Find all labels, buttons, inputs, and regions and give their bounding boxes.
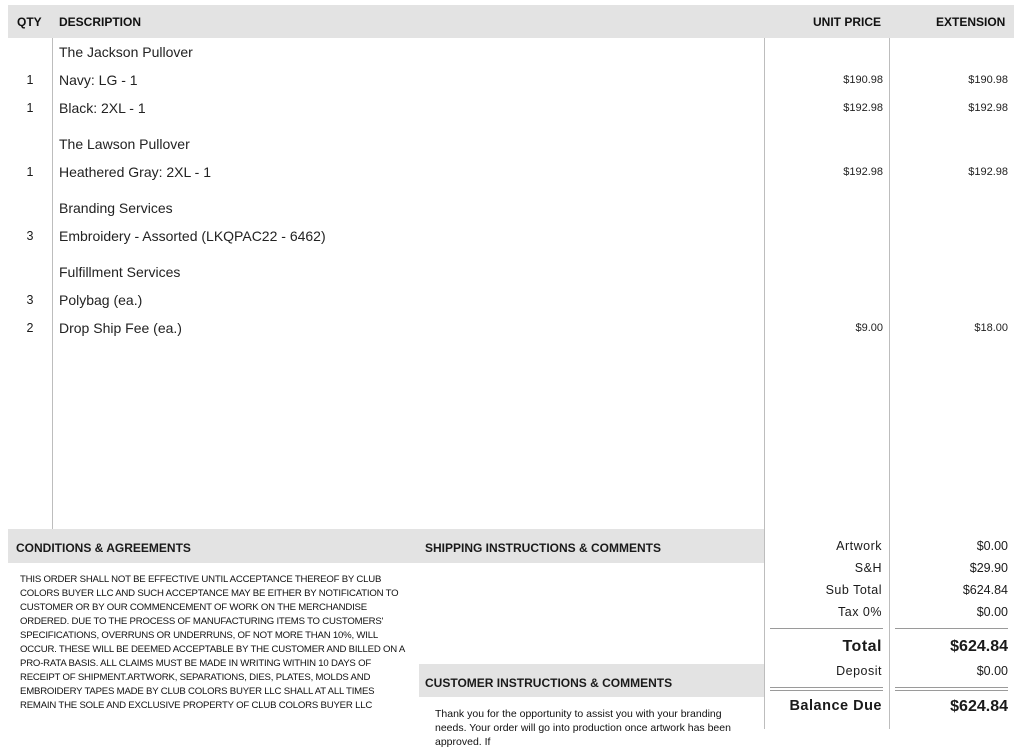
column-divider-qty <box>52 38 53 529</box>
header-unit-price: UNIT PRICE <box>813 15 882 29</box>
customer-header <box>419 664 764 697</box>
row-description: Branding Services <box>59 200 173 216</box>
row-unit-price: $192.98 <box>843 166 883 178</box>
shipping-header <box>417 529 764 563</box>
subtotal-label: Sub Total <box>825 583 882 597</box>
balance-label: Balance Due <box>789 698 882 714</box>
column-divider-description <box>764 38 765 729</box>
row-qty: 1 <box>26 101 34 115</box>
row-qty: 3 <box>26 229 34 243</box>
balance-rule <box>895 687 1008 691</box>
conditions-text: THIS ORDER SHALL NOT BE EFFECTIVE UNTIL ACCEPTANCE THEREOF BY CLUB COLORS BUYER LLC AND SUCH ACCEPTANCE MAY BE EITHER BY NOTIFICATION TO CUSTOMER OR BY OUR COMMENCEMENT OF WORK ON THE MERCHANDISE ORDERED. DUE TO THE PROCESS OF MANUFACTURING ITEMS TO CUSTOMERS' SPECIFICATIONS, OVERRUNS OR UNDERRUNS, OF NOT MORE THAN 10%, WILL OCCUR. THESE WILL BE DEEMED ACCEPTABLE BY THE CUSTOMER AND BILLED ON A PRO-RATA BASIS. ALL CLAIMS MUST BE MADE IN WRITING WITHIN 10 DAYS OF RECEIPT OF SHIPMENT.ARTWORK, SEPARATIONS, DIES, PLATES, MOLDS AND EMBROIDERY TAPES MADE BY CLUB COLORS BUYER LLC SHALL AT ALL TIMES REMAIN THE SOLE AND EXCLUSIVE PROPERTY OF CLUB COLORS BUYER LLC <box>20 574 405 711</box>
customer-text: Thank you for the opportunity to assist you with your branding needs. Your order will go into production once artwork has been approved. If <box>435 708 731 748</box>
row-unit-price: $9.00 <box>855 322 883 334</box>
deposit-label: Deposit <box>836 664 882 678</box>
conditions-header <box>8 529 417 563</box>
artwork-value: $0.00 <box>976 539 1008 553</box>
row-qty: 1 <box>26 73 34 87</box>
row-description: Embroidery - Assorted (LKQPAC22 - 6462) <box>59 228 326 244</box>
tax-label: Tax 0% <box>838 605 882 619</box>
row-description: Drop Ship Fee (ea.) <box>59 320 182 336</box>
row-description: Fulfillment Services <box>59 264 181 280</box>
header-description: DESCRIPTION <box>59 15 142 29</box>
subtotal-value: $624.84 <box>962 583 1008 597</box>
header-extension: EXTENSION <box>936 15 1006 29</box>
row-description: Black: 2XL - 1 <box>59 100 146 116</box>
sh-value: $29.90 <box>969 561 1008 575</box>
total-value: $624.84 <box>950 638 1008 655</box>
row-qty: 2 <box>26 321 34 335</box>
row-description: Polybag (ea.) <box>59 292 143 308</box>
row-unit-price: $192.98 <box>843 102 883 114</box>
tax-value: $0.00 <box>976 605 1008 619</box>
row-qty: 1 <box>26 165 34 179</box>
conditions-title: CONDITIONS & AGREEMENTS <box>16 541 191 555</box>
row-extension: $18.00 <box>974 322 1008 334</box>
column-divider-unit-price <box>889 38 890 729</box>
customer-title: CUSTOMER INSTRUCTIONS & COMMENTS <box>425 676 673 690</box>
row-description: The Lawson Pullover <box>59 136 190 152</box>
total-label: Total <box>842 638 882 655</box>
row-extension: $192.98 <box>968 166 1008 178</box>
row-description: Navy: LG - 1 <box>59 72 138 88</box>
row-description: The Jackson Pullover <box>59 44 193 60</box>
deposit-value: $0.00 <box>976 664 1008 678</box>
artwork-label: Artwork <box>836 539 882 553</box>
shipping-title: SHIPPING INSTRUCTIONS & COMMENTS <box>425 541 662 555</box>
row-unit-price: $190.98 <box>843 74 883 86</box>
total-rule <box>895 628 1008 629</box>
row-qty: 3 <box>26 293 34 307</box>
table-header <box>8 5 1014 38</box>
row-extension: $190.98 <box>968 74 1008 86</box>
header-qty: QTY <box>17 15 42 29</box>
balance-value: $624.84 <box>950 698 1008 715</box>
sh-label: S&H <box>854 561 882 575</box>
balance-rule <box>770 687 883 691</box>
row-description: Heathered Gray: 2XL - 1 <box>59 164 212 180</box>
row-extension: $192.98 <box>968 102 1008 114</box>
total-rule <box>770 628 883 629</box>
